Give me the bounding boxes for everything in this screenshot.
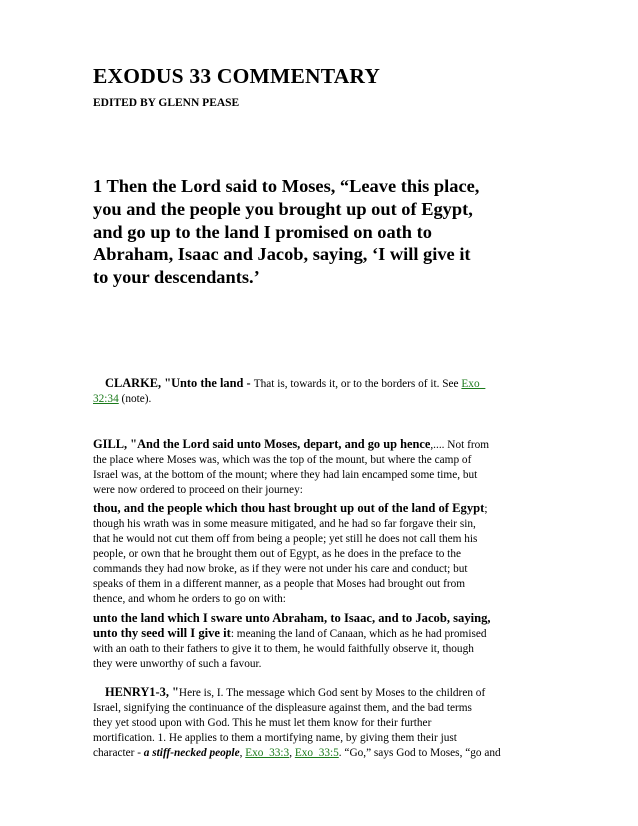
henry-text: . “Go,” says God to Moses, “go and: [338, 747, 501, 759]
henry-text: Here is, I. The message which God sent by Moses to the children of: [178, 687, 486, 699]
verse-line: and go up to the land I promised on oath to: [93, 221, 432, 242]
henry-line: they yet stood upon with God. This he must let them know for their further: [93, 717, 432, 729]
henry-separator: ,: [239, 747, 246, 759]
gill-line: were now ordered to proceed on their journey:: [93, 484, 303, 496]
henry-separator: ,: [289, 747, 295, 759]
clarke-reference-link[interactable]: Exo_: [461, 378, 486, 390]
gill-commentary: [93, 437, 553, 498]
henry-reference-link-2[interactable]: Exo_33:5: [294, 747, 339, 759]
henry-line: Israel, signifying the continuance of the displeasure against them, and the bad terms: [93, 702, 472, 714]
gill-line: commands they had now broke, as if they were not under his care and conduct; but: [93, 563, 468, 575]
henry-line: mortification. 1. He applies to them a mortifying name, by giving them their just: [93, 732, 457, 744]
verse-heading: [93, 175, 553, 289]
gill-text: ,.... Not from: [430, 439, 490, 451]
clarke-reference-link-cont[interactable]: 32:34: [93, 393, 119, 405]
document-subtitle: EDITED BY GLENN PEASE: [93, 97, 240, 109]
verse-line: Abraham, Isaac and Jacob, saying, ‘I will give it: [93, 244, 471, 265]
gill-line: the place where Moses was, which was the top of the mount, but where the camp of: [93, 454, 472, 466]
gill-line: speaks of them in a different manner, as a people that Moses had brought out from: [93, 578, 466, 590]
gill-line: with an oath to their fathers to give it to them, he would faithfully observe it, though: [93, 643, 474, 655]
document-title: EXODUS 33 COMMENTARY: [93, 64, 381, 88]
henry-commentary: [93, 685, 553, 761]
henry-emphasis: a stiff-necked people: [143, 747, 240, 759]
verse-line: you and the people you brought up out of Egypt,: [93, 198, 473, 219]
henry-text: character -: [93, 747, 144, 759]
gill-semicolon: ;: [484, 503, 488, 515]
verse-line: 1 Then the Lord said to Moses, “Leave this place,: [93, 176, 480, 196]
clarke-label: CLARKE, "Unto the land -: [105, 376, 254, 390]
gill-label: GILL, "And the Lord said unto Moses, depart, and go up hence: [93, 437, 431, 451]
henry-reference-link-1[interactable]: Exo_33:3: [245, 747, 290, 759]
henry-label: HENRY1-3, ": [105, 685, 179, 699]
gill-line: they were unworthy of such a favour.: [93, 658, 262, 670]
gill-line: Israel was, at the bottom of the mount; where they had lain encamped some time, but: [93, 469, 478, 481]
gill-line: thence, and whom he orders to go on with:: [93, 593, 286, 605]
gill-line: though his wrath was in some measure mitigated, and he had so far forgave their sin,: [93, 518, 476, 530]
clarke-commentary: [93, 376, 553, 407]
clarke-text: That is, towards it, or to the borders of it. See: [253, 378, 462, 390]
gill-quote-bold: unto the land which I sware unto Abraham, to Isaac, and to Jacob, saying,: [93, 611, 491, 625]
gill-line: that he would not cut them off from being a people; yet still he does not call them his: [93, 533, 478, 545]
gill-line: people, or own that he brought them out of Egypt, as he does in the preface to the: [93, 548, 461, 560]
gill-quote-bold: unto thy seed will I give it: [93, 626, 231, 640]
gill-paragraph-3: [93, 611, 553, 672]
gill-text: : meaning the land of Canaan, which as he had promised: [230, 628, 487, 640]
clarke-note: (note).: [118, 393, 152, 405]
gill-paragraph-2: [93, 501, 553, 607]
verse-line: to your descendants.’: [93, 267, 260, 288]
gill-quote-bold: thou, and the people which thou hast brought up out of the land of Egypt: [93, 501, 485, 515]
